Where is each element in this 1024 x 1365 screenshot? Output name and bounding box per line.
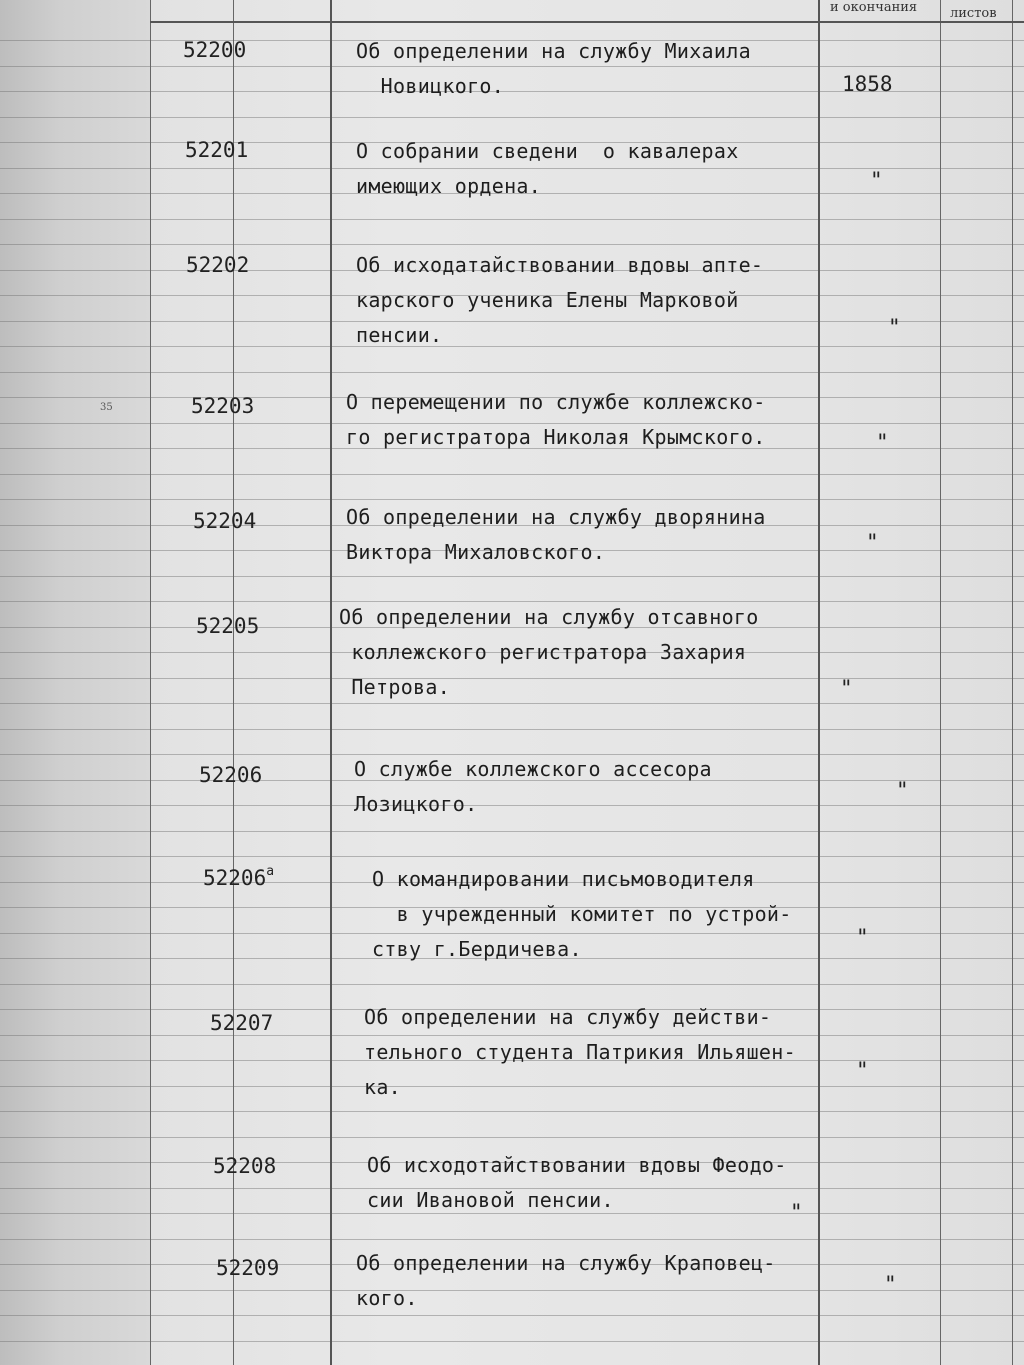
row-date: " bbox=[870, 168, 883, 192]
row-number-text: 52209 bbox=[216, 1256, 280, 1280]
ruled-line bbox=[0, 831, 1024, 832]
row-title-line: Об исходатайствовании вдовы апте- bbox=[356, 253, 764, 277]
row-number bbox=[196, 614, 259, 638]
row-title bbox=[339, 600, 759, 705]
row-date: " bbox=[840, 676, 853, 700]
row-title-line: Об определении на службу Краповец- bbox=[356, 1251, 776, 1275]
row-title-line: Виктора Михаловского. bbox=[346, 540, 606, 564]
header-sheets-label: листов bbox=[950, 6, 997, 21]
row-title-line: сии Ивановой пенсии. bbox=[367, 1188, 614, 1212]
row-title bbox=[356, 248, 763, 353]
row-title-line: О перемещении по службе коллежско- bbox=[346, 390, 766, 414]
ruled-line bbox=[0, 372, 1024, 373]
row-title-line: Петрова. bbox=[339, 675, 451, 699]
ruled-line bbox=[0, 576, 1024, 577]
ruled-line bbox=[0, 984, 1024, 985]
row-title bbox=[356, 134, 739, 204]
ruled-line bbox=[0, 1137, 1024, 1138]
header-dates-label: и окончания bbox=[830, 0, 918, 15]
row-title-line: Об определении на службу Михаила bbox=[356, 39, 751, 63]
row-date: " bbox=[896, 778, 909, 802]
row-number-text: 52204 bbox=[193, 509, 257, 533]
row-date: " bbox=[856, 1058, 869, 1082]
row-number-text: 52201 bbox=[185, 138, 249, 162]
ruled-line bbox=[0, 1341, 1024, 1342]
row-number bbox=[199, 763, 262, 787]
row-title-line: кого. bbox=[356, 1286, 418, 1310]
row-title bbox=[364, 1000, 796, 1105]
row-date: " bbox=[856, 925, 869, 949]
row-number bbox=[210, 1011, 273, 1035]
ruled-line bbox=[0, 244, 1024, 245]
row-title-line: Новицкого. bbox=[356, 74, 505, 98]
row-title bbox=[356, 1246, 776, 1316]
row-title-line: имеющих ордена. bbox=[356, 174, 542, 198]
row-date: " bbox=[866, 530, 879, 554]
row-title bbox=[367, 1148, 787, 1218]
row-title-line: О командировании письмоводителя bbox=[372, 867, 755, 891]
row-title-line: ству г.Бердичева. bbox=[372, 937, 582, 961]
row-title-line: тельного студента Патрикия Ильяшен- bbox=[364, 1040, 796, 1064]
column-rule-title bbox=[330, 0, 332, 1365]
header-rule bbox=[150, 21, 1024, 23]
row-number bbox=[203, 864, 274, 890]
row-title bbox=[354, 752, 712, 822]
page-margin bbox=[0, 0, 150, 1365]
row-title-line: пенсии. bbox=[356, 323, 443, 347]
row-title bbox=[372, 862, 792, 967]
row-number bbox=[183, 38, 246, 62]
row-number-text: 52202 bbox=[186, 253, 250, 277]
ruled-line bbox=[0, 729, 1024, 730]
margin-mark: 35 bbox=[100, 402, 113, 413]
column-rule-sheets bbox=[940, 0, 941, 1365]
row-number bbox=[213, 1154, 276, 1178]
row-date: 1858 bbox=[842, 72, 893, 96]
column-rule-dates bbox=[818, 0, 820, 1365]
row-title bbox=[346, 385, 766, 455]
row-number bbox=[216, 1256, 279, 1280]
row-date: " bbox=[790, 1200, 803, 1224]
row-title-line: О собрании сведени о кавалерах bbox=[356, 139, 739, 163]
row-title-line: Об определении на службу отсавного bbox=[339, 605, 759, 629]
row-number-text: 52200 bbox=[183, 38, 247, 62]
row-number-text: 52203 bbox=[191, 394, 255, 418]
column-rule-right bbox=[1012, 0, 1013, 1365]
row-title-line: Об исходотайствовании вдовы Феодо- bbox=[367, 1153, 787, 1177]
row-number-text: 52208 bbox=[213, 1154, 277, 1178]
row-title bbox=[346, 500, 766, 570]
row-title-line: ка. bbox=[364, 1075, 402, 1099]
ruled-line bbox=[0, 117, 1024, 118]
row-title bbox=[356, 34, 751, 104]
row-title-line: Об определении на службу дворянина bbox=[346, 505, 766, 529]
row-date: " bbox=[888, 315, 901, 339]
ruled-line bbox=[0, 856, 1024, 857]
row-date: " bbox=[876, 430, 889, 454]
row-number bbox=[185, 138, 248, 162]
ruled-line bbox=[0, 219, 1024, 220]
ruled-line bbox=[0, 474, 1024, 475]
column-rule-left bbox=[150, 0, 151, 1365]
row-title-line: го регистратора Николая Крымского. bbox=[346, 425, 766, 449]
row-number-text: 52206 bbox=[199, 763, 263, 787]
row-title-line: О службе коллежского ассесора bbox=[354, 757, 712, 781]
ruled-line bbox=[0, 1111, 1024, 1112]
ruled-line bbox=[0, 1239, 1024, 1240]
row-number bbox=[191, 394, 254, 418]
row-number-text: 52207 bbox=[210, 1011, 274, 1035]
row-title-line: в учрежденный комитет по устрой- bbox=[372, 902, 792, 926]
row-title-line: Лозицкого. bbox=[354, 792, 478, 816]
row-number-text: 52205 bbox=[196, 614, 260, 638]
row-date: " bbox=[884, 1272, 897, 1296]
row-number-suffix: а bbox=[266, 864, 275, 879]
row-title-line: коллежского регистратора Захария bbox=[339, 640, 747, 664]
row-number bbox=[186, 253, 249, 277]
row-number bbox=[193, 509, 256, 533]
row-title-line: карского ученика Елены Марковой bbox=[356, 288, 739, 312]
row-title-line: Об определении на службу действи- bbox=[364, 1005, 772, 1029]
row-number-text: 52206 bbox=[203, 866, 267, 890]
